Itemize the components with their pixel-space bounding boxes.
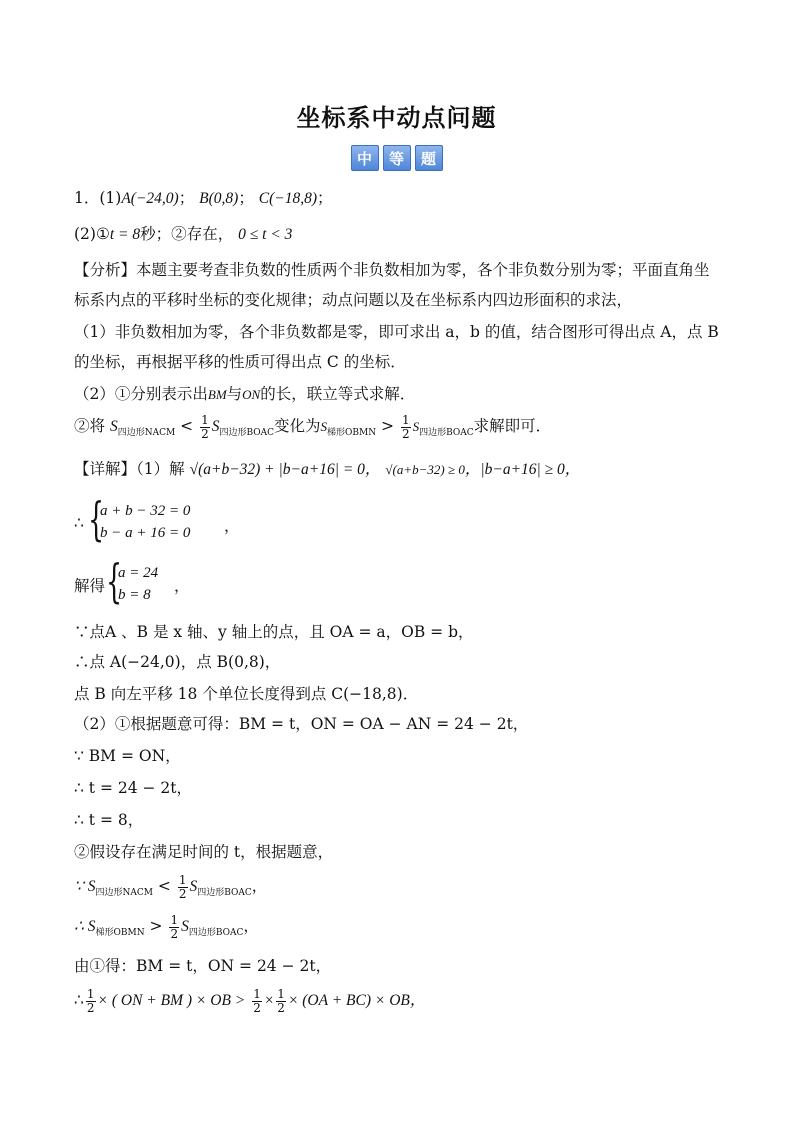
detail-line-10 (74, 872, 724, 907)
text: ②将 (74, 417, 106, 435)
text: 求解即可． (473, 417, 552, 435)
detail-line-1 (74, 455, 724, 484)
subscript: 四边形NACM (117, 428, 176, 438)
numerator: 1 (401, 412, 410, 427)
detail-line-13 (74, 986, 724, 1015)
part-label: (2) (74, 225, 96, 243)
denominator: 2 (178, 886, 187, 901)
subscript: 梯形OBMN (95, 928, 145, 938)
subscript: 四边形BOAC (197, 888, 252, 898)
s-symbol: S (320, 419, 328, 434)
fraction-half (276, 988, 286, 1015)
answer-line-2 (74, 220, 724, 249)
detail-line-6: ∵ BM = ON， (74, 747, 181, 765)
analysis-line-3: （1）非负数相加为零，各个非负数都是零，即可求出 a，b 的值，结合图形可得出点 A，点 B (74, 323, 719, 341)
detail-line-12: 由①得：BM = t，ON = 24 − 2t， (74, 957, 332, 975)
operator: < (157, 877, 171, 895)
separator: ； (178, 189, 195, 207)
analysis-line-2: 标系内点的平移时坐标的变化规律；动点问题以及在坐标系内四边形面积的求法， (74, 291, 633, 309)
difficulty-badge-2: 等 (383, 145, 411, 171)
separator: ； (317, 189, 333, 207)
therefore-symbol: ∴ (74, 991, 84, 1009)
times: × (263, 992, 275, 1009)
denominator: 2 (86, 1000, 95, 1015)
s-symbol: S (181, 918, 189, 935)
text: 秒； (140, 225, 172, 243)
s-symbol: S (211, 418, 220, 435)
solution-b: b = 8 (118, 587, 151, 603)
text: （2）①分别表示出 (74, 385, 208, 403)
text: 解得 (74, 577, 106, 595)
bm-symbol: BM (207, 387, 227, 402)
subscript: 四边形BOAC (188, 928, 244, 938)
numerator: 1 (86, 986, 95, 1001)
difficulty-badges (0, 145, 793, 171)
detail-line-8: ∴ t = 8， (74, 811, 144, 829)
denominator: 2 (201, 426, 209, 441)
text: 的长，联立等式求解． (260, 385, 416, 403)
s-symbol: ∴ S (74, 918, 96, 935)
numerator: 1 (277, 986, 285, 1001)
therefore-symbol: ∴ (74, 514, 84, 532)
detail-line-11 (74, 912, 724, 947)
fraction-half (200, 414, 210, 441)
page-title: 坐标系中动点问题 (296, 103, 497, 132)
subscript: 梯形OBMN (327, 428, 377, 438)
analysis-line-1: 【分析】本题主要考查非负数的性质两个非负数相加为零，各个非负数分别为零；平面直角坐 (74, 261, 710, 279)
comma: ， (243, 917, 259, 935)
brace-icon: { (106, 554, 123, 608)
t-equation: t = 8 (109, 226, 141, 243)
detail-line-4: 点 B 向左平移 18 个单位长度得到点 C(−18,8)． (74, 685, 419, 703)
operator: > (149, 917, 163, 935)
answer-line-1 (74, 184, 724, 213)
numerator: 1 (201, 412, 209, 427)
difficulty-badge-3: 题 (415, 145, 443, 171)
text: 与 (226, 385, 243, 403)
equation: √(a+b−32) + |b−a+16| = 0， (189, 461, 381, 478)
denominator: 2 (170, 926, 179, 941)
analysis-line-5 (74, 380, 724, 409)
denominator: 2 (401, 426, 410, 441)
text: 【详解】（1）解 (74, 460, 185, 478)
fraction-half (86, 988, 96, 1015)
numerator: 1 (178, 872, 187, 887)
detail-line-3: ∴点 A(−24,0)，点 B(0,8)， (74, 653, 281, 671)
s-symbol: S (412, 419, 420, 434)
s-symbol: S (189, 878, 198, 895)
detail-line-9: ②假设存在满足时间的 t，根据题意， (74, 843, 334, 861)
text: 存在， (186, 225, 234, 243)
point-b: B(0,8) (199, 190, 239, 207)
subscript: 四边形BOAC (419, 428, 474, 438)
circled-2: ② (171, 225, 187, 243)
point-a: A(−24,0) (121, 190, 179, 207)
expression-right: × (OA + BC) × OB， (287, 992, 426, 1009)
on-symbol: ON (242, 387, 261, 402)
fraction-half (178, 874, 188, 901)
comma: ， (174, 577, 190, 595)
circled-1: ① (95, 225, 110, 243)
detail-line-7: ∴ t = 24 − 2t， (74, 779, 193, 797)
system-lines (100, 500, 190, 544)
fraction-half (401, 414, 411, 441)
detail-line-5: （2）①根据题意可得：BM = t，ON = OA − AN = 24 − 2t， (74, 715, 529, 733)
operator: < (180, 417, 194, 435)
text: 变化为 (274, 417, 321, 435)
numerator: 1 (170, 912, 179, 927)
operator: > (381, 417, 395, 435)
t-range: 0 ≤ t < 3 (238, 226, 293, 243)
s-symbol: ∵ S (74, 878, 96, 895)
denominator: 2 (277, 1000, 285, 1015)
comma: ， (224, 517, 240, 535)
analysis-line-6 (74, 412, 724, 447)
difficulty-badge-1: 中 (351, 145, 379, 171)
condition-1: √(a+b−32) ≥ 0 (385, 462, 465, 477)
solution-a: a = 24 (118, 565, 159, 581)
separator: ； (238, 189, 254, 207)
fraction-half (252, 988, 262, 1015)
denominator: 2 (253, 1000, 261, 1015)
condition-2: ，|b−a+16| ≥ 0， (464, 461, 581, 478)
brace-icon: { (88, 492, 105, 546)
comma: ， (251, 877, 268, 895)
system-eq-2: b − a + 16 = 0 (100, 525, 191, 541)
answer-number: 1．(1) (74, 189, 122, 207)
subscript: 四边形NACM (95, 888, 153, 898)
analysis-line-4: 的坐标，再根据平移的性质可得出点 C 的坐标． (74, 353, 406, 371)
fraction-half (169, 914, 179, 941)
point-c: C(−18,8) (258, 190, 318, 207)
numerator: 1 (253, 986, 261, 1001)
subscript: 四边形BOAC (219, 428, 274, 438)
system-eq-1: a + b − 32 = 0 (100, 503, 191, 519)
expression-left: × ( ON + BM ) × OB > (97, 992, 246, 1009)
detail-line-2: ∵点A 、B 是 x 轴、y 轴上的点，且 OA = a，OB = b， (74, 623, 474, 641)
s-symbol: S (109, 418, 118, 435)
system-lines (118, 562, 158, 606)
